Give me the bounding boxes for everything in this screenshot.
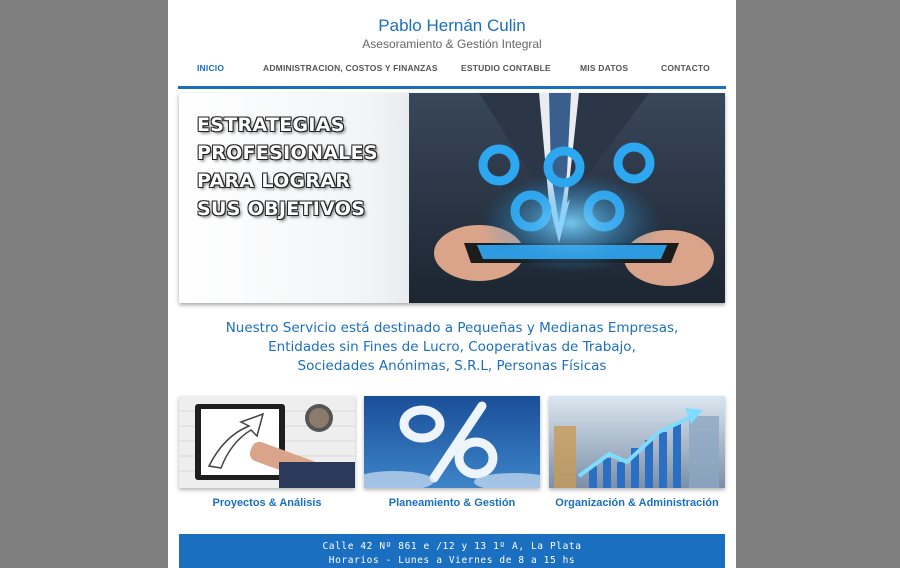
service-line-1: Nuestro Servicio está destinado a Pequeñas y Medianas Empresas, xyxy=(225,320,679,336)
nav-item-inicio[interactable]: INICIO xyxy=(197,63,225,73)
nav-item-estudio-contable[interactable]: ESTUDIO CONTABLE xyxy=(461,63,551,73)
page-container xyxy=(168,0,736,568)
card-image-proyectos[interactable] xyxy=(179,396,355,488)
hero-banner xyxy=(179,93,725,303)
card-label-planeamiento[interactable]: Planeamiento & Gestión xyxy=(388,497,516,509)
footer xyxy=(179,534,725,568)
growth-chart-image xyxy=(549,396,725,488)
card-image-organizacion[interactable] xyxy=(549,396,725,488)
site-subtitle: Asesoramiento & Gestión Integral xyxy=(362,37,542,51)
hero-line-3: PARA LOGRAR xyxy=(197,170,351,192)
nav-item-administracion[interactable]: ADMINISTRACION, COSTOS Y FINANZAS xyxy=(263,63,438,73)
sketch-arrow-image xyxy=(179,396,355,488)
service-description xyxy=(168,319,736,376)
main-nav xyxy=(178,58,726,89)
nav-item-mis-datos[interactable]: MIS DATOS xyxy=(580,63,629,73)
service-line-3: Sociedades Anónimas, S.R.L, Personas Físicas xyxy=(297,358,607,374)
hero-line-1: ESTRATEGIAS xyxy=(197,114,345,136)
card-image-planeamiento[interactable] xyxy=(364,396,540,488)
hero-headline xyxy=(197,111,397,223)
percent-clouds-image xyxy=(364,396,540,488)
hero-line-4: SUS OBJETIVOS xyxy=(197,198,366,220)
service-line-2: Entidades sin Fines de Lucro, Cooperativas de Trabajo, xyxy=(268,339,636,355)
site-title[interactable]: Pablo Hernán Culin xyxy=(378,16,526,35)
hero-line-2: PROFESIONALES xyxy=(197,142,378,164)
nav-item-contacto[interactable]: CONTACTO xyxy=(661,63,710,73)
footer-address: Calle 42 Nº 861 e /12 y 13 1º A, La Plata xyxy=(322,541,582,552)
footer-hours: Horarios - Lunes a Viernes de 8 a 15 hs xyxy=(328,555,576,566)
card-label-proyectos[interactable]: Proyectos & Análisis xyxy=(212,497,322,509)
card-label-organizacion[interactable]: Organización & Administración xyxy=(555,497,719,509)
